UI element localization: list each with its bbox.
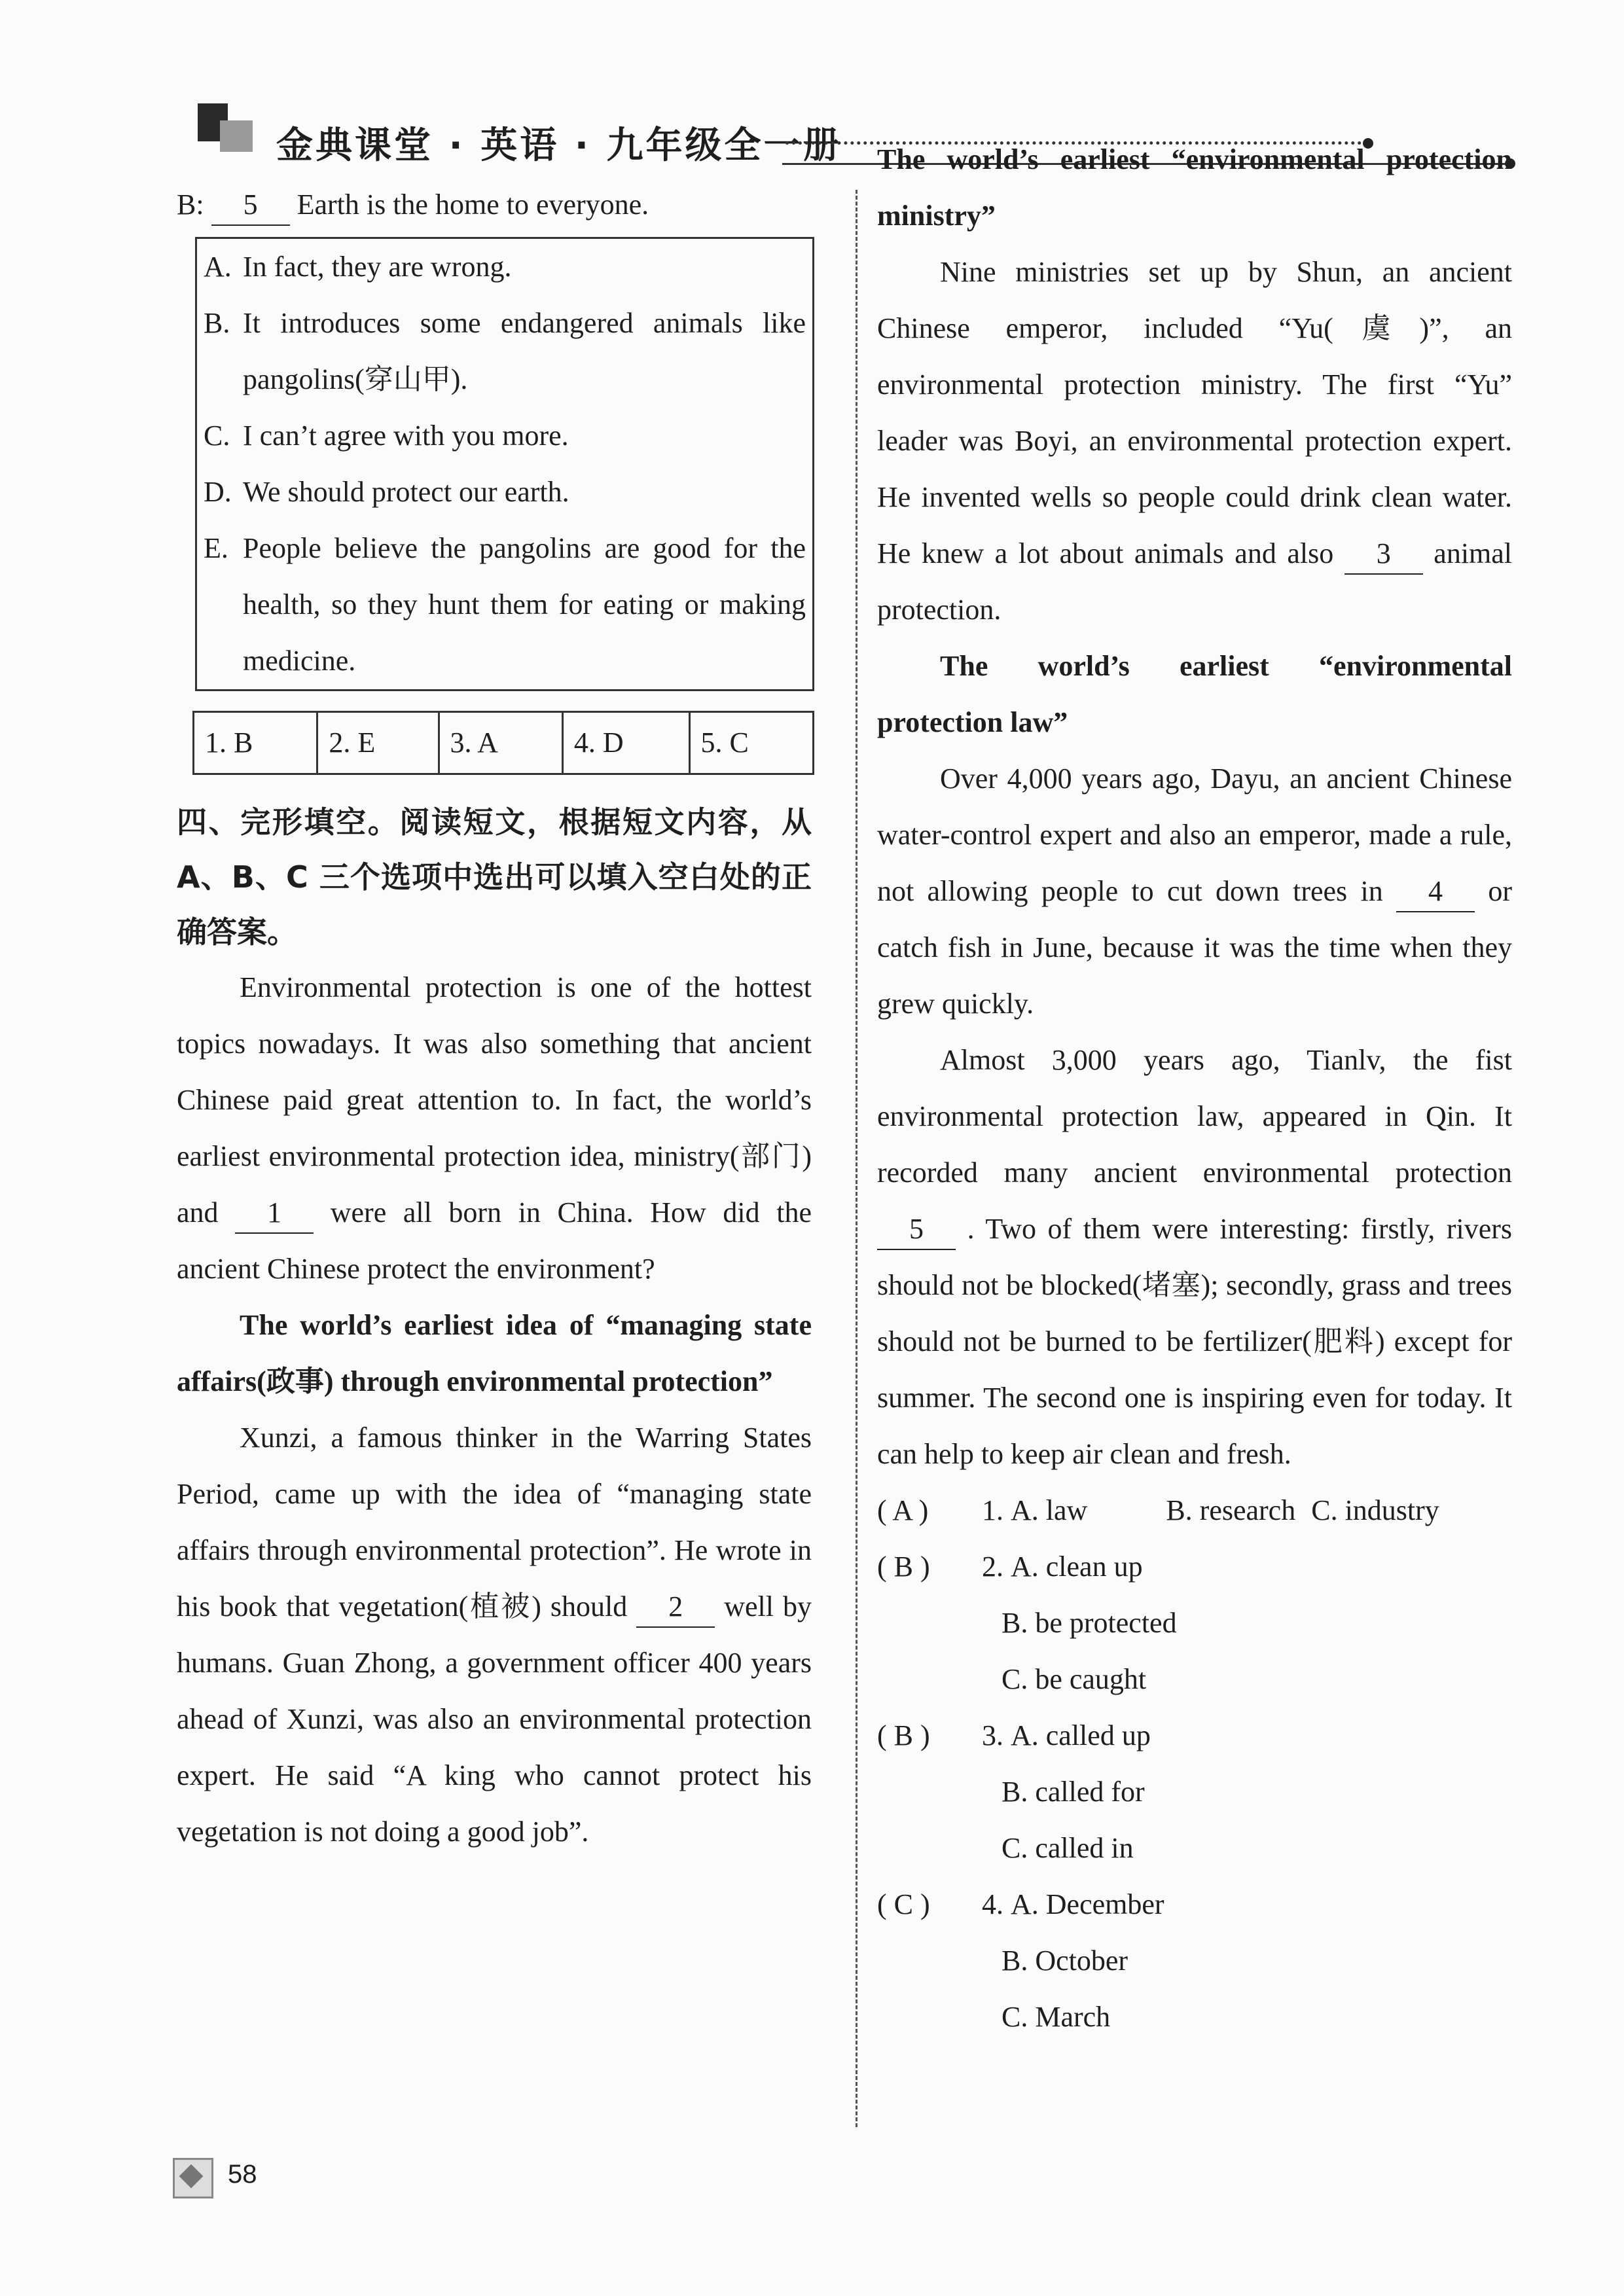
answer-cell: 1. B (194, 712, 317, 774)
option-e: E. People believe the pangolins are good for the health, so they hunt them for eating or making medicine. (204, 532, 806, 677)
question-1: ( A ) 1. A. law B. research C. industry (877, 1494, 1439, 1526)
question-3-choice-b: B. called for (1001, 1776, 1145, 1808)
right-column (877, 143, 1513, 2045)
option-b: B. It introduces some endangered animals like pangolins(穿山甲). (204, 307, 806, 395)
page-number-icon (173, 2158, 213, 2198)
answer-table (192, 711, 814, 775)
paragraph-4: Over 4,000 years ago, Dayu, an ancient Chinese water-control expert and also an emperor, made a rule, not allowing people to cut down trees in 4 or catch fish in June, because it was the time when they grew quickly. (877, 762, 1512, 1020)
question-4-choice-c: C. March (1001, 2001, 1111, 2033)
blank-1: 1 (235, 1193, 314, 1234)
paragraph-1: Environmental protection is one of the hottest topics nowadays. It was also something that ancient Chinese paid great attention to. In fact, the world’s earliest environmental protection idea, ministry(部门) and 1 were all born in China. How did the ancient Chinese protect the environment? (177, 971, 812, 1285)
blank-2: 2 (636, 1587, 715, 1628)
page-number: 58 (228, 2160, 257, 2189)
option-d: D. We should protect our earth. (204, 476, 569, 508)
column-divider (856, 190, 857, 2127)
option-a: A. In fact, they are wrong. (204, 251, 512, 283)
header-logo-block-grey (220, 120, 253, 152)
blank-5: 5 (877, 1210, 956, 1250)
section-title: 四、完形填空。阅读短文，根据短文内容，从A、B、C 三个选项中选出可以填入空白处的正确答案。 (177, 804, 812, 950)
dialogue-line: B: 5 Earth is the home to everyone. (177, 177, 812, 233)
answer-cell: 5. C (689, 712, 813, 774)
book-title: 金典课堂 · 英语 · 九年级全一册 (276, 124, 842, 167)
paragraph-3: Nine ministries set up by Shun, an ancient Chinese emperor, included “Yu(虞)”, an environmental protection ministry. The first “Yu” leader was Boyi, an environmental protection expert. He invented wells so people could drink clean water. He knew a lot about animals and also 3 animal protection. (877, 256, 1513, 626)
answer-cell: 3. A (439, 712, 562, 774)
options-box (195, 237, 814, 691)
left-column (177, 177, 812, 1860)
paragraph-2: Xunzi, a famous thinker in the Warring States Period, came up with the idea of “managing state affairs through environmental protection”. He wrote in his book that vegetation(植被) should 2 well by humans. Guan Zhong, a government officer 400 years ahead of Xunzi, was also an environmental protection expert. He said “A king who cannot protect his vegetation is not doing a good job”. (177, 1422, 812, 1848)
question-3-choice-c: C. called in (1001, 1832, 1134, 1864)
question-4: ( C ) 4. A. December (877, 1888, 1164, 1920)
question-2: ( B ) 2. A. clean up (877, 1551, 1143, 1583)
question-2-choice-c: C. be caught (1001, 1663, 1147, 1695)
subheading-2: The world’s earliest “environmental protection ministry” (877, 143, 1512, 232)
answer-cell: 4. D (562, 712, 689, 774)
subheading-1: The world’s earliest idea of “managing state affairs(政事) through environmental protection” (177, 1309, 812, 1397)
subheading-3: The world’s earliest “environmental protection law” (877, 650, 1512, 738)
paragraph-5: Almost 3,000 years ago, Tianlv, the fist environmental protection law, appeared in Qin. It recorded many ancient environmental protection 5 . Two of them were interesting: firstly, rivers should not be blocked(堵塞); secondly, grass and trees should not be burned to be fertilizer(肥料) except for summer. The second one is inspiring even for today. It can help to keep air clean and fresh. (877, 1044, 1512, 1470)
answer-cell: 2. E (317, 712, 439, 774)
question-4-choice-b: B. October (1001, 1945, 1128, 1977)
option-c: C. I can’t agree with you more. (204, 420, 569, 452)
question-3: ( B ) 3. A. called up (877, 1719, 1151, 1751)
blank-4: 4 (1396, 872, 1475, 912)
blank-3: 3 (1344, 534, 1423, 575)
blank-5: 5 (211, 185, 290, 226)
question-2-choice-b: B. be protected (1001, 1607, 1177, 1639)
